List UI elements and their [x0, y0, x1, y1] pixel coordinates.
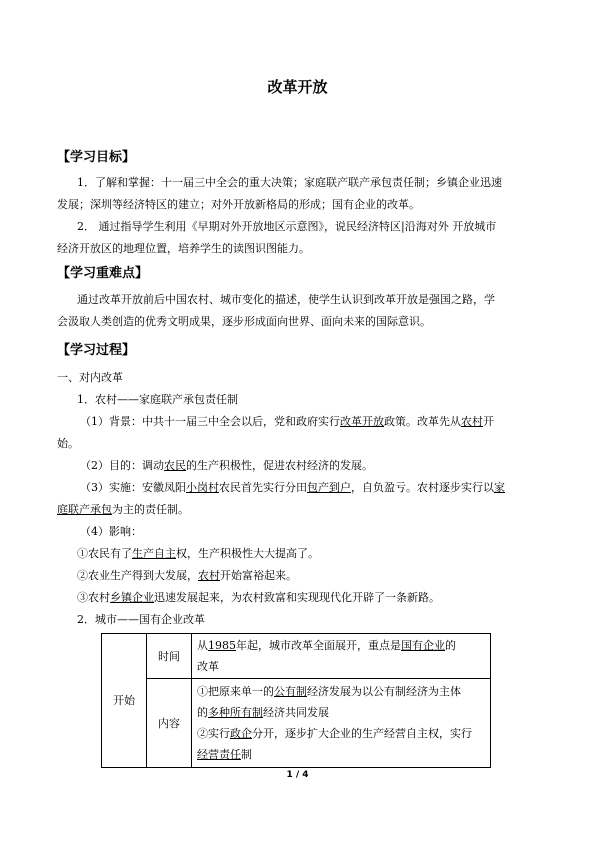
urban-reform-table	[101, 633, 491, 768]
text: 的生产积极性，促进农村经济的发展。	[186, 459, 373, 472]
text: 的	[445, 639, 456, 652]
key-heading: 【学习重难点】	[57, 266, 149, 281]
section-urban: 2．城市——国有企业改革	[77, 613, 205, 626]
text: （1）背景：中共十一届三中全会以后，党和政府实行	[80, 415, 340, 428]
key-line-1: 通过改革开放前后中国农村、城市变化的描述，使学生认识到改革开放是强国之路，学	[77, 293, 495, 306]
text: 开始富裕起来。	[220, 569, 297, 582]
text: ①农民有了	[77, 547, 132, 560]
content-cell	[192, 679, 491, 768]
text: ①把原来单一的	[197, 685, 274, 698]
text: （2）目的：调动	[80, 459, 164, 472]
text: 经济发展为以公有制经济为主体	[307, 685, 461, 698]
process-heading: 【学习过程】	[57, 343, 136, 358]
content-label: 内容	[147, 679, 192, 768]
key-line-2: 会汲取人类创造的优秀文明成果，逐步形成面向世界、面向未来的国际意识。	[57, 315, 431, 328]
effect-1	[77, 543, 319, 565]
content-2-line-1	[197, 723, 489, 744]
blank: 公有制	[274, 685, 307, 698]
text: 制	[241, 748, 252, 761]
text: 开	[483, 415, 494, 428]
blank: 家	[494, 481, 505, 494]
text: 为主的责任制。	[112, 503, 189, 516]
text: 的	[197, 706, 208, 719]
page-title: 改革开放	[267, 78, 328, 96]
text: 权，生产积极性大大提高了。	[176, 547, 319, 560]
time-content	[192, 634, 491, 679]
goals-heading: 【学习目标】	[57, 150, 136, 165]
blank: 经营责任	[197, 748, 241, 761]
blank: 国有企业	[401, 639, 445, 652]
blank: 庭联产承包	[57, 503, 112, 516]
text: 年起，城市改革全面展开，重点是	[236, 639, 401, 652]
text: ③农村	[77, 591, 110, 604]
time-line-2: 改革	[197, 660, 219, 673]
blank: 乡镇企业	[110, 591, 154, 604]
effect-3	[77, 587, 440, 609]
text: 农民首先实行分田	[219, 481, 307, 494]
section-domestic-reform: 一、对内改革	[57, 371, 123, 384]
implementation-line	[80, 477, 505, 499]
effect-2	[77, 565, 297, 587]
blank: 1985	[208, 639, 236, 652]
content-1-line-2	[197, 702, 489, 723]
text: 迅速发展起来，为农村致富和实现现代化开辟了一条新路。	[154, 591, 440, 604]
blank: 政企	[230, 727, 252, 740]
page-number: 1 / 4	[286, 770, 309, 780]
blank: 多种所有制	[208, 706, 263, 719]
text: 政策。改革先从	[384, 415, 461, 428]
blank: 改革开放	[340, 415, 384, 428]
text: （3）实施：安徽凤阳	[80, 481, 186, 494]
blank: 小岗村	[186, 481, 219, 494]
text: 分开，逐步扩大企业的生产经营自主权，实行	[252, 727, 472, 740]
text: ②实行	[197, 727, 230, 740]
time-line-1	[197, 635, 489, 656]
text: ②农业生产得到大发展，	[77, 569, 198, 582]
content-2-line-2	[197, 744, 489, 765]
start-cell: 开始	[102, 634, 147, 768]
aim-line	[80, 455, 373, 477]
background-line	[80, 411, 494, 433]
time-label: 时间	[147, 634, 192, 679]
background-line-2: 始。	[57, 437, 79, 450]
content-1-line-1	[197, 681, 489, 702]
section-rural: 1．农村——家庭联产承包责任制	[77, 393, 238, 406]
text: 从	[197, 639, 208, 652]
goal-1-line-1: 1．了解和掌握：十一届三中全会的重大决策；家庭联产联产承包责任制；乡镇企业迅速	[77, 176, 502, 189]
blank: 农村	[461, 415, 483, 428]
implementation-line-2	[57, 499, 189, 521]
goal-1-line-2: 发展；深圳等经济特区的建立；对外开放新格局的形成；国有企业的改革。	[57, 198, 420, 211]
effect-heading: （4）影响：	[80, 525, 142, 538]
blank: 农民	[164, 459, 186, 472]
blank: 农村	[198, 569, 220, 582]
goal-2-line-1: 2． 通过指导学生利用《早期对外开放地区示意图》，说民经济特区|沿海对外 开放城市	[77, 220, 497, 233]
blank: 生产自主	[132, 547, 176, 560]
blank: 包产到户	[307, 481, 351, 494]
text: ，自负盈亏。农村逐步实行以	[351, 481, 494, 494]
text: 经济共同发展	[263, 706, 329, 719]
goal-2-line-2: 经济开放区的地理位置，培养学生的读图识图能力。	[57, 242, 310, 255]
